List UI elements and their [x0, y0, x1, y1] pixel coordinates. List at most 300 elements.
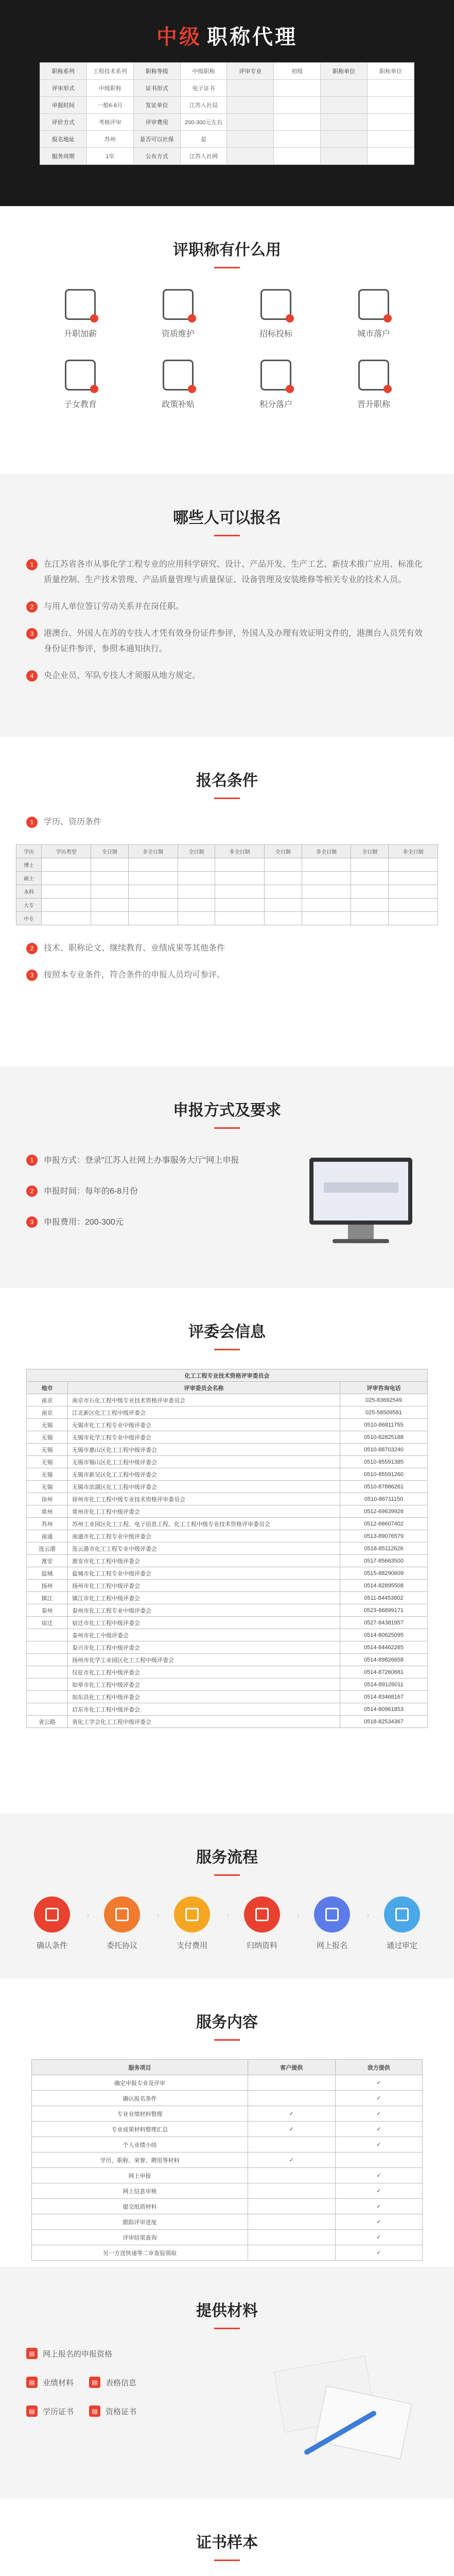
table-cell: 职称单位 [368, 63, 414, 80]
number-badge: 3 [26, 1216, 38, 1228]
title-underline [214, 2560, 240, 2561]
table-cell: 泰兴市化工工程中级评委会 [68, 1641, 340, 1654]
material-label: 网上报名的申报资格 [43, 2349, 113, 2359]
arrow-right-icon: › [366, 1911, 370, 1920]
table-cell: 中级职称 [180, 63, 227, 80]
number-badge: 2 [26, 943, 38, 954]
table-cell: 确认报名条件 [32, 2091, 248, 2106]
table-cell: 是 [180, 131, 227, 148]
table-cell: 无锡 [27, 1481, 68, 1493]
badge-icon [358, 360, 389, 391]
table-row [27, 1394, 428, 1406]
table-row [27, 1629, 428, 1641]
table-row [40, 131, 414, 148]
apply-content [26, 1147, 428, 1250]
table-cell: 提交纸质材料 [32, 2199, 248, 2214]
section-title: 证书样本 [196, 2534, 258, 2551]
table-cell [265, 912, 302, 925]
table-cell: 0513-89076579 [340, 1530, 428, 1543]
table-cell [265, 858, 302, 872]
table-cell: ✓ [335, 2199, 423, 2214]
table-cell [302, 899, 351, 912]
who-list [26, 557, 428, 684]
table-cell: 0517-85663500 [340, 1555, 428, 1567]
table-row [27, 1617, 428, 1629]
table-cell: 0514-80961853 [340, 1703, 428, 1716]
title-underline [214, 2039, 240, 2041]
arrow-right-icon: › [156, 1911, 160, 1920]
table-cell [321, 131, 368, 148]
table-cell: 常州市化工工程中级评委会 [68, 1505, 340, 1518]
table-cell: 启东市化工工程中级评委会 [68, 1703, 340, 1716]
use-item [129, 360, 227, 410]
column-header: 非全日制 [302, 845, 351, 858]
table-cell: ✓ [248, 2106, 336, 2122]
material-item [26, 2405, 74, 2417]
arrow-right-icon: › [296, 1911, 300, 1920]
computer-icon [314, 1896, 350, 1933]
table-cell [27, 1679, 68, 1691]
table-cell: 镇江 [27, 1592, 68, 1604]
table-cell [215, 858, 265, 872]
title-highlight: 中级 [156, 26, 202, 48]
committee-table [26, 1369, 428, 1728]
table-cell: 无锡 [27, 1468, 68, 1481]
table-row [27, 1456, 428, 1468]
table-cell [42, 872, 91, 885]
table-cell: 苏州 [27, 1518, 68, 1530]
arrow-right-icon: › [86, 1911, 90, 1920]
table-cell [227, 114, 274, 131]
table-cell: 评价方式 [40, 114, 87, 131]
table-cell: 0512-69639926 [340, 1505, 428, 1518]
table-cell: 0514-82895508 [340, 1580, 428, 1592]
table-row [27, 1716, 428, 1728]
table-row [16, 858, 438, 872]
table-cell: 评审费用 [133, 114, 180, 131]
table-cell: 0510-86711150 [340, 1493, 428, 1505]
table-cell [27, 1691, 68, 1703]
table-cell: 0512-66607402 [340, 1518, 428, 1530]
table-cell: 南京 [27, 1394, 68, 1406]
table-row [32, 2168, 423, 2183]
table-cell [227, 80, 274, 97]
table-cell [248, 2230, 336, 2245]
table-cell: 0510-88703240 [340, 1444, 428, 1456]
table-cell: 徐州 [27, 1493, 68, 1505]
table-cell: 省化工学会化工工程中级评委会 [68, 1716, 340, 1728]
table-cell [302, 912, 351, 925]
book-icon [65, 360, 96, 391]
table-cell [42, 858, 91, 872]
table-cell [91, 912, 129, 925]
number-badge: 2 [26, 601, 38, 613]
flow-step [304, 1896, 370, 1951]
table-cell: 南通市化工工程专业中级评委会 [68, 1530, 340, 1543]
conditions-table [16, 844, 438, 925]
hero-banner [0, 0, 454, 206]
section-title: 服务流程 [196, 1849, 258, 1866]
computer-illustration [289, 1147, 428, 1250]
table-cell: ✓ [335, 2245, 423, 2261]
column-header: 我方提供 [335, 2060, 423, 2075]
table-cell: 0518-82534367 [340, 1716, 428, 1728]
table-row [27, 1691, 428, 1703]
table-cell [91, 885, 129, 899]
table-cell: 025-58509581 [340, 1406, 428, 1419]
table-cell: 0510-85591385 [340, 1456, 428, 1468]
use-label: 升职加薪 [63, 330, 97, 338]
title-underline [214, 535, 240, 536]
table-cell [248, 2137, 336, 2153]
table-cell: 0514-89826658 [340, 1654, 428, 1666]
row-header: 中专 [16, 912, 42, 925]
table-cell: 0514-87260681 [340, 1666, 428, 1679]
table-cell: ✓ [335, 2122, 423, 2137]
table-cell [302, 885, 351, 899]
row-header: 大专 [16, 899, 42, 912]
table-cell: 0518-85112626 [340, 1543, 428, 1555]
list-item-text: 与用人单位签订劳动关系并在岗任职。 [44, 602, 184, 611]
table-cell: 服务周期 [40, 148, 87, 165]
flow-step [94, 1896, 160, 1951]
table-cell: 宿迁 [27, 1617, 68, 1629]
table-cell [321, 97, 368, 114]
table-cell: 证书形式 [133, 80, 180, 97]
table-row [40, 63, 414, 80]
table-cell: 200-300元左右 [180, 114, 227, 131]
doc-icon: ▤ [26, 2348, 38, 2359]
table-cell: 镇江市化工工程中级评委会 [68, 1592, 340, 1604]
column-header: 客户提供 [248, 2060, 336, 2075]
table-cell [265, 885, 302, 899]
table-cell [389, 885, 438, 899]
table-cell [178, 899, 215, 912]
table-row [32, 2230, 423, 2245]
flow-label: 归纳资料 [246, 1941, 277, 1950]
table-cell: 淮安 [27, 1555, 68, 1567]
table-row [32, 2122, 423, 2137]
table-cell: ✓ [248, 2122, 336, 2137]
title-underline [214, 798, 240, 799]
use-label: 子女教育 [63, 400, 97, 409]
certificate-section [0, 2499, 454, 2576]
id-card-icon [260, 360, 291, 391]
table-cell: 个人业绩小结 [32, 2137, 248, 2153]
table-cell: 如东县化工工程中级评委会 [68, 1691, 340, 1703]
table-cell: 常州 [27, 1505, 68, 1518]
apply-list [26, 1153, 289, 1245]
table-row [40, 80, 414, 97]
row-header: 博士 [16, 858, 42, 872]
table-cell: ✓ [335, 2137, 423, 2153]
flow-step [234, 1896, 300, 1951]
table-cell: 扬州市化工工程中级评委会 [68, 1580, 340, 1592]
doc-icon: ▤ [26, 2405, 38, 2417]
table-cell: 0510-82825188 [340, 1431, 428, 1444]
table-row [27, 1555, 428, 1567]
number-badge: 1 [26, 817, 38, 828]
table-cell: ✓ [335, 2106, 423, 2122]
use-label: 政策补贴 [161, 400, 195, 409]
column-header: 全日制 [178, 845, 215, 858]
table-cell [351, 872, 389, 885]
table-cell: ✓ [335, 2091, 423, 2106]
table-cell: 无锡 [27, 1444, 68, 1456]
folder-icon [244, 1896, 280, 1933]
table-cell: 职称单位 [321, 63, 368, 80]
flow-label: 支付费用 [176, 1941, 207, 1950]
table-cell [42, 899, 91, 912]
table-cell: 扬州市化学工业园区化工工程中级评委会 [68, 1654, 340, 1666]
table-cell: 跟踪评审进度 [32, 2214, 248, 2230]
table-cell: 考核评审 [86, 114, 133, 131]
table-row [27, 1518, 428, 1530]
list-item-text: 按照本专业条件，符合条件的申报人员均可参评。 [44, 971, 225, 979]
materials-content [26, 2348, 428, 2477]
flow-step [374, 1896, 430, 1951]
table-cell: 如皋市化工工程中级评委会 [68, 1679, 340, 1691]
city-icon [358, 289, 389, 320]
table-cell: 职称等级 [133, 63, 180, 80]
column-header: 地市 [27, 1382, 68, 1394]
table-header-row [32, 2060, 423, 2075]
table-cell: 中级职称 [86, 80, 133, 97]
number-badge: 1 [26, 1155, 38, 1166]
table-cell [227, 131, 274, 148]
table-cell [389, 858, 438, 872]
table-cell: 连云港 [27, 1543, 68, 1555]
table-cell: 0510-87886261 [340, 1481, 428, 1493]
briefcase-icon [163, 360, 194, 391]
apply-text: 申报费用：200-300元 [44, 1217, 124, 1227]
table-row [40, 148, 414, 165]
doc-icon: ▤ [89, 2405, 100, 2417]
table-row [27, 1641, 428, 1654]
table-row [27, 1679, 428, 1691]
table-cell: ✓ [335, 2183, 423, 2199]
certificate-icon [260, 289, 291, 320]
table-cell [274, 97, 321, 114]
table-cell [27, 1629, 68, 1641]
table-cell [351, 912, 389, 925]
table-cell: 评审形式 [40, 80, 87, 97]
number-badge: 1 [26, 559, 38, 570]
flow-section [0, 1814, 454, 1978]
list-item-text: 技术、职称论文、继续教育、业绩成果等其他条件 [44, 944, 225, 953]
table-cell: 无锡 [27, 1419, 68, 1431]
flow-label: 委托协议 [106, 1941, 137, 1950]
table-row [16, 912, 438, 925]
table-cell: 南京 [27, 1406, 68, 1419]
cond-sub [26, 815, 428, 830]
table-row [27, 1592, 428, 1604]
table-cell [215, 899, 265, 912]
material-label: 表格信息 [106, 2378, 137, 2387]
table-cell: 仪征市化工工程中级评委会 [68, 1666, 340, 1679]
table-row [32, 2106, 423, 2122]
table-row [32, 2075, 423, 2091]
who-section [0, 474, 454, 737]
title-underline [214, 1349, 240, 1350]
table-cell [389, 872, 438, 885]
table-cell [91, 899, 129, 912]
table-row [27, 1543, 428, 1555]
list-item [26, 626, 428, 657]
material-item [26, 2377, 74, 2388]
table-cell [368, 80, 414, 97]
table-cell [248, 2214, 336, 2230]
table-cell: 江北新区化工工程中级评委会 [68, 1406, 340, 1419]
table-cell [128, 912, 178, 925]
table-cell [321, 148, 368, 165]
payment-icon [174, 1896, 210, 1933]
number-badge: 4 [26, 670, 38, 682]
table-cell [215, 885, 265, 899]
materials-section [0, 2267, 454, 2499]
table-cell: 无锡市惠山区化工工程中级评委会 [68, 1444, 340, 1456]
doc-icon: ▤ [89, 2377, 100, 2388]
table-row [32, 2153, 423, 2168]
table-cell [389, 899, 438, 912]
table-row [40, 97, 414, 114]
table-cell [321, 114, 368, 131]
shield-icon [163, 289, 194, 320]
use-item [31, 289, 129, 339]
row-header: 硕士 [16, 872, 42, 885]
table-row [27, 1406, 428, 1419]
section-title: 哪些人可以报名 [173, 510, 281, 527]
table-cell [335, 2153, 423, 2168]
table-row [27, 1419, 428, 1431]
use-item [129, 289, 227, 339]
list-item-text: 港澳台、外国人在苏的专技人才凭有效身份证件参评，外国人及办理有效证明文件的，港澳台人员凭有效身份证件参评，参照本通知执行。 [44, 629, 423, 653]
table-cell: 工程技术系列 [86, 63, 133, 80]
table-cell [27, 1641, 68, 1654]
title-underline [214, 1127, 240, 1129]
table-cell: 无锡市化工工程专业中级评委会 [68, 1419, 340, 1431]
table-cell [274, 114, 321, 131]
column-header: 评审委员会名称 [68, 1382, 340, 1394]
column-header: 全日制 [265, 845, 302, 858]
use-item [31, 360, 129, 410]
title-main: 职称代理 [207, 26, 298, 48]
column-header: 非全日制 [389, 845, 438, 858]
table-cell [128, 872, 178, 885]
table-cell: 学历、职称、荣誉、聘用等材料 [32, 2153, 248, 2168]
documents-illustration [263, 2348, 428, 2477]
table-cell: 苏州工业园区化工工程、电子信息工程、化工工程中级专业技术资格评审委员会 [68, 1518, 340, 1530]
title-underline [214, 1874, 240, 1876]
table-cell: ✓ [335, 2214, 423, 2230]
table-cell: 0511-84453802 [340, 1592, 428, 1604]
table-cell: 徐州市化工工程中级专业技术资格评审委员会 [68, 1493, 340, 1505]
table-row [27, 1431, 428, 1444]
committee-section [0, 1288, 454, 1814]
table-cell: 淮安市化工工程中级评委会 [68, 1555, 340, 1567]
row-header: 本科 [16, 885, 42, 899]
table-cell [248, 2075, 336, 2091]
service-section [0, 1978, 454, 2267]
list-item [26, 557, 428, 588]
table-cell [351, 858, 389, 872]
service-table [31, 2059, 423, 2261]
table-cell [227, 97, 274, 114]
use-item [325, 360, 423, 410]
table-cell: 另一方送快递等二审查验领取 [32, 2245, 248, 2261]
table-cell [178, 885, 215, 899]
table-row [27, 1444, 428, 1456]
table-cell [302, 858, 351, 872]
table-cell: 0514-83468167 [340, 1691, 428, 1703]
table-row [32, 2183, 423, 2199]
use-label: 资质维护 [161, 330, 195, 338]
table-row [16, 885, 438, 899]
table-row [16, 872, 438, 885]
table-cell: 0515-88290609 [340, 1567, 428, 1580]
table-cell [91, 858, 129, 872]
table-cell: 0510-85591260 [340, 1468, 428, 1481]
section-title: 服务内容 [196, 2014, 258, 2031]
flow-steps [24, 1896, 430, 1951]
flow-label: 网上报名 [316, 1941, 347, 1950]
table-cell: 0523-86899171 [340, 1604, 428, 1617]
table-cell [42, 912, 91, 925]
table-cell: 报名地址 [40, 131, 87, 148]
number-badge: 2 [26, 1185, 38, 1197]
table-cell [27, 1666, 68, 1679]
table-cell: 申报时间 [40, 97, 87, 114]
table-cell [178, 872, 215, 885]
table-cell: ✓ [335, 2075, 423, 2091]
table-cell: 宿迁市化工工程中级评委会 [68, 1617, 340, 1629]
table-row [32, 2199, 423, 2214]
table-cell [248, 2199, 336, 2214]
table-cell [274, 148, 321, 165]
list-item [26, 941, 428, 956]
table-cell: 发证单位 [133, 97, 180, 114]
table-cell: 电子证书 [180, 80, 227, 97]
number-badge: 3 [26, 970, 38, 981]
table-cell [128, 899, 178, 912]
table-cell: 泰州 [27, 1604, 68, 1617]
table-row [32, 2214, 423, 2230]
table-cell: 盐城 [27, 1567, 68, 1580]
table-cell [248, 2183, 336, 2199]
table-cell [248, 2091, 336, 2106]
table-cell [265, 872, 302, 885]
use-label: 城市落户 [357, 330, 390, 338]
table-cell: 评审专业 [227, 63, 274, 80]
doc-icon: ▤ [26, 2377, 38, 2388]
table-row [32, 2245, 423, 2261]
material-label: 资格证书 [106, 2407, 137, 2416]
table-cell: 0510-86811755 [340, 1419, 428, 1431]
table-row [27, 1703, 428, 1716]
table-row [27, 1604, 428, 1617]
table-cell: 扬州 [27, 1580, 68, 1592]
table-cell [321, 80, 368, 97]
section-title: 报名条件 [196, 772, 258, 789]
table-cell: 专业成果材料整理汇总 [32, 2122, 248, 2137]
table-header-row [16, 845, 438, 858]
table-cell [227, 148, 274, 165]
apply-section [0, 1066, 454, 1288]
title-underline [214, 267, 240, 268]
use-item [227, 289, 325, 339]
table-cell: 0514-89126011 [340, 1679, 428, 1691]
table-row [27, 1654, 428, 1666]
